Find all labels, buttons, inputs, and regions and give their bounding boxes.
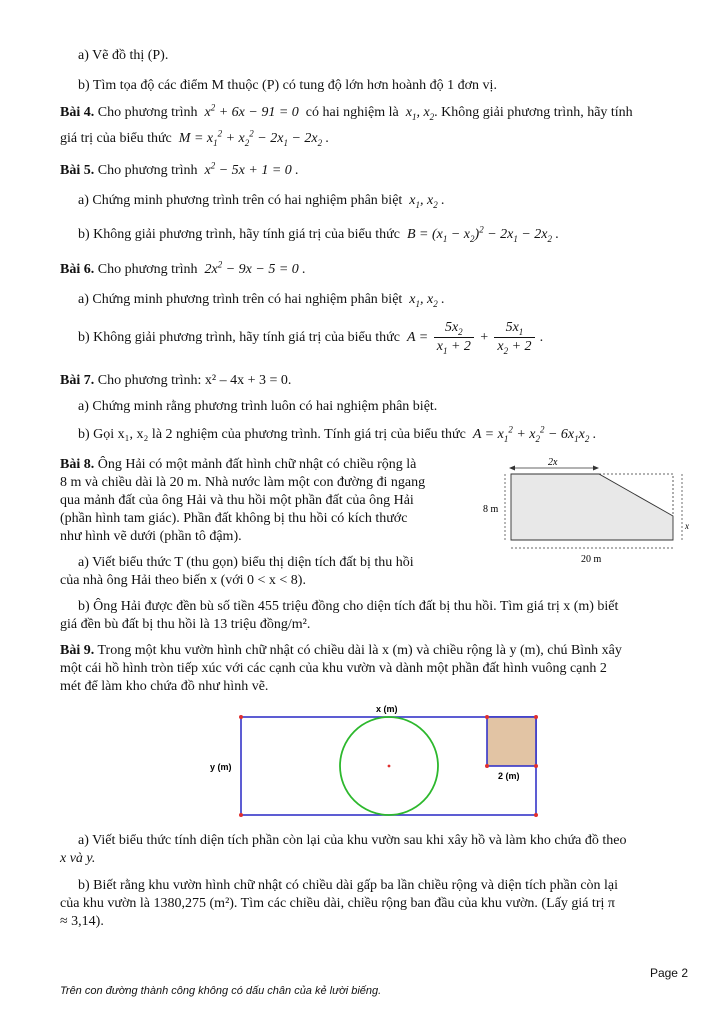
label-2x: 2x [548,457,558,468]
bai7-part-a: a) Chứng minh rằng phương trình luôn có hai nghiệm phân biệt. [78,399,438,414]
circle-center-dot [388,765,391,768]
label-8m: 8 m [483,504,499,515]
bai7-expression: $A = x_1^2 + x_2^2 - 6x_1x_2$ . [469,424,597,444]
storage-square [487,717,536,766]
bai9-line1: Bài 9. Trong một khu vườn hình chữ nhật có chiều dài là x (m) và chiều rộng là y (m), chú Bình xây [60,643,622,658]
bai9-part-a-2: x và y. [60,851,96,866]
bai6-part-b: b) Không giải phương trình, hãy tính giá trị của biểu thức A = $\frac{5x_2}{x_1 + 2}$ + $\frac{5x_1}{x_2 + 2}$ . [78,320,544,357]
bai6-equation: $2x^2 - 9x - 5 = 0$ . [201,259,306,277]
label-20m: 20 m [581,554,602,565]
bai8-part-a-2: của nhà ông Hải theo biến x (với 0 < x < 8). [60,573,306,588]
bai5-line1: Bài 5. Cho phương trình $x^2 - 5x + 1 = 0$ . [60,160,299,178]
bai4-expression: $M = x_1^2 + x_2^2 - 2x_1 - 2x_2$ . [175,128,330,148]
bai9-part-b-3: ≈ 3,14). [60,914,104,929]
bai5-label: Bài 5. [60,163,95,178]
bai7-part-b: b) Gọi x₁, x₂ là 2 nghiệm của phương trình. Tính giá trị của biểu thức $A = x_1^2 + x_2^2 - 6x_1x_2$ . [78,424,597,444]
bai9-line2: một cái hồ hình tròn tiếp xúc với các cạnh của khu vườn và dành một phần đất hình vuông cạnh 2 [60,661,607,676]
bai9-part-b-1: b) Biết rằng khu vườn hình chữ nhật có chiều dài gấp ba lần chiều rộng và diện tích phần còn lại [78,878,619,893]
bai6-line1: Bài 6. Cho phương trình $2x^2 - 9x - 5 = 0$ . [60,259,306,277]
bai7-line1: Bài 7. Cho phương trình: x² – 4x + 3 = 0. [60,373,292,388]
bai4-label: Bài 4. [60,105,95,120]
bai4-equation: $x^2 + 6x - 91 = 0$ [201,102,303,120]
bai5-part-b: b) Không giải phương trình, hãy tính giá trị của biểu thức $B = (x_1 - x_2)^2 - 2x_1 - 2x_2$ . [78,224,560,244]
label-x-m: x (m) [376,704,398,714]
bai8-line3: qua mảnh đất của ông Hải và thu hồi một phần đất của ông Hải [60,493,414,508]
bai9-label: Bài 9. [60,643,95,658]
bai4-line2: giá trị của biểu thức $M = x_1^2 + x_2^2 - 2x_1 - 2x_2$ . [60,128,330,148]
bai5-part-a: a) Chứng minh phương trình trên có hai nghiệm phân biệt $x_1$, $x_2$ . [78,193,445,210]
bai6-part-a: a) Chứng minh phương trình trên có hai nghiệm phân biệt $x_1$, $x_2$ . [78,292,445,309]
label-y-m: y (m) [210,762,232,772]
bai8-line5: như hình vẽ dưới (phần tô đậm). [60,529,242,544]
bai8-part-b-1: b) Ông Hải được đền bù số tiền 455 triệu đồng cho diện tích đất bị thu hồi. Tìm giá trị x (m) biết [78,599,619,614]
bai6-expression: A = $\frac{5x_2}{x_1 + 2}$ + $\frac{5x_1}{x_2 + 2}$ . [403,320,544,357]
page-number: Page 2 [649,966,688,980]
footer-motto: Trên con đường thành công không có dấu chân của kẻ lười biếng. [60,985,382,997]
bai8-line4: (phần hình tam giác). Phần đất không bị thu hồi có kích thước [60,511,408,526]
arrow-left-icon [509,466,515,471]
bai7-label: Bài 7. [60,373,95,388]
bai9-part-b-2: của khu vườn là 1380,275 (m²). Tìm các chiều dài, chiều rộng ban đầu của khu vườn. (Lấy giá trị π [60,896,615,911]
bai4-line1: Bài 4. Cho phương trình $x^2 + 6x - 91 = 0$ có hai nghiệm là $x_1$, $x_2$. Không giải phương trình, hãy tính [60,102,633,122]
bai5-expression: $B = (x_1 - x_2)^2 - 2x_1 - 2x_2$ . [403,224,560,244]
bai8-label: Bài 8. [60,457,95,472]
bai5-equation: $x^2 - 5x + 1 = 0$ . [201,160,299,178]
intro-part-b: b) Tìm tọa độ các điểm M thuộc (P) có tung độ lớn hơn hoành độ 1 đơn vị. [78,78,497,93]
bai8-line2: 8 m và chiều dài là 20 m. Nhà nước làm một con đường đi ngang [60,475,426,490]
bai8-part-b-2: giá đền bù đất bị thu hồi là 13 triệu đồng/m². [60,617,311,632]
bai9-figure [200,700,550,822]
intro-part-a: a) Vẽ đồ thị (P). [78,48,169,63]
bai8-part-a-1: a) Viết biểu thức T (thu gọn) biểu thị diện tích đất bị thu hồi [78,555,414,570]
arrow-right-icon [593,466,599,471]
bai9-part-a-1: a) Viết biểu thức tính diện tích phần còn lại của khu vườn sau khi xây hồ và làm kho chứa đồ theo [78,833,627,848]
label-2-m: 2 (m) [498,771,520,781]
bai6-label: Bài 6. [60,262,95,277]
kept-land-shape [511,474,673,540]
bai8-line1: Bài 8. Ông Hải có một mảnh đất hình chữ nhật có chiều rộng là [60,457,417,472]
bai9-line3: mét để làm kho chứa đồ như hình vẽ. [60,679,269,694]
bai8-figure [475,452,705,574]
label-x: x [685,521,689,531]
